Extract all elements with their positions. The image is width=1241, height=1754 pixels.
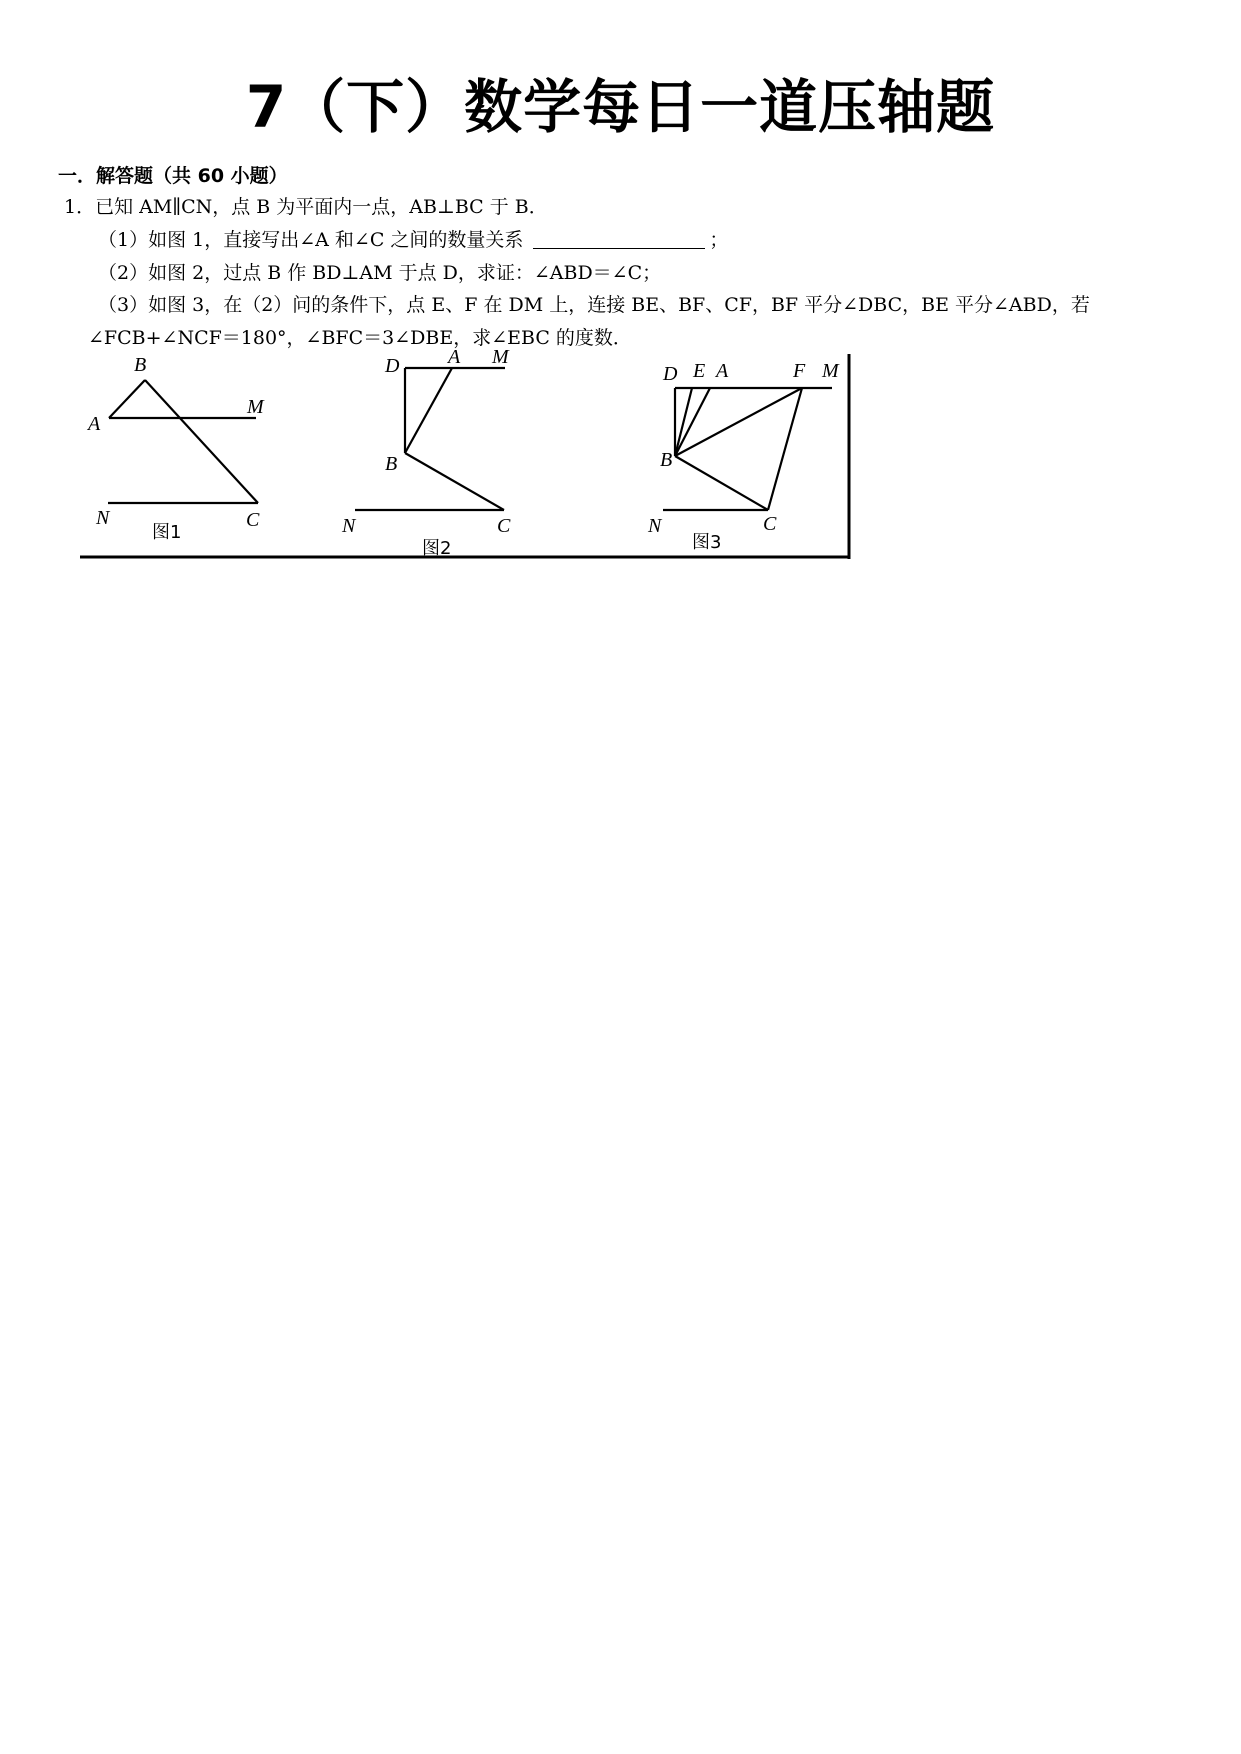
- fig2-label-b: B: [385, 453, 398, 475]
- fig3-label-b: B: [660, 449, 673, 471]
- problem-part-1: [98, 227, 728, 253]
- segment-bf: [675, 388, 802, 456]
- figure-2: [355, 368, 505, 510]
- figures-panel: [80, 348, 860, 563]
- problem-part-3-cont: ∠FCB+∠NCF＝180°，∠BFC＝3∠DBE，求∠EBC 的度数．: [88, 327, 632, 349]
- answer-blank: [533, 228, 705, 249]
- fig3-label-a: A: [716, 360, 729, 382]
- fig3-label-n: N: [648, 515, 662, 537]
- segment-bc: [145, 380, 258, 503]
- fig3-caption: 图3: [692, 532, 722, 553]
- fig3-label-e: E: [693, 360, 706, 382]
- fig2-caption: 图2: [422, 538, 452, 559]
- fig2-label-a: A: [448, 348, 461, 368]
- problem-part-2: （2）如图 2，过点 B 作 BD⊥AM 于点 D，求证：∠ABD＝∠C；: [98, 262, 662, 284]
- fig3-label-m: M: [822, 360, 839, 382]
- segment-bc: [405, 453, 504, 510]
- fig3-label-f: F: [793, 360, 806, 382]
- fig3-label-d: D: [663, 363, 678, 385]
- segment-ab: [109, 380, 145, 418]
- fig1-label-b: B: [134, 354, 147, 376]
- problem-part-1-text: （1）如图 1，直接写出∠A 和∠C 之间的数量关系: [98, 229, 524, 251]
- fig1-label-a: A: [88, 413, 101, 435]
- fig1-label-c: C: [246, 509, 260, 531]
- fig3-label-c: C: [763, 513, 777, 535]
- figure-3: [663, 388, 832, 510]
- fig1-label-m: M: [247, 396, 264, 418]
- fig2-label-d: D: [385, 355, 400, 377]
- problem-line-1: 1．已知 AM∥CN，点 B 为平面内一点，AB⊥BC 于 B．: [64, 196, 548, 218]
- segment-bc: [675, 456, 768, 510]
- problem-part-3: （3）如图 3，在（2）问的条件下，点 E、F 在 DM 上，连接 BE、BF、CF，BF 平分∠DBC，BE 平分∠ABD，若: [98, 294, 1090, 316]
- segment-be: [675, 388, 692, 456]
- section-heading: 一．解答题（共 60 小题）: [58, 165, 288, 187]
- fig2-label-m: M: [492, 348, 509, 368]
- page-title: 7（下）数学每日一道压轴题: [245, 73, 996, 141]
- segment-ab: [405, 368, 452, 453]
- problem-part-1-end: ；: [709, 229, 729, 251]
- fig1-label-n: N: [96, 507, 110, 529]
- segment-cf: [768, 388, 802, 510]
- fig1-caption: 图1: [152, 522, 182, 543]
- fig2-label-n: N: [342, 515, 356, 537]
- fig2-label-c: C: [497, 515, 511, 537]
- figure-1: [108, 380, 258, 503]
